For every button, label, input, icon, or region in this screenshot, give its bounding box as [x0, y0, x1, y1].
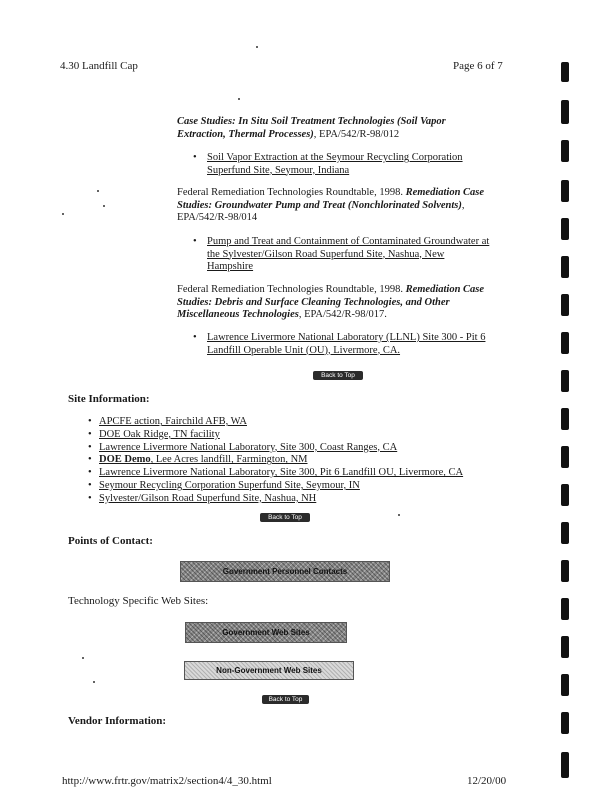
scan-speck	[398, 514, 400, 516]
bullet-icon: •	[88, 428, 92, 440]
bullet-icon: •	[88, 479, 92, 491]
reference-1-item	[193, 152, 493, 177]
list-item[interactable]: • DOE Oak Ridge, TN facility	[88, 428, 220, 440]
scan-edge-mark	[561, 560, 569, 582]
list-item[interactable]: • APCFE action, Fairchild AFB, WA	[88, 416, 247, 427]
scan-edge-mark	[561, 712, 569, 734]
scan-speck	[103, 205, 105, 207]
back-to-top-button[interactable]: Back to Top	[260, 513, 310, 522]
non-government-web-sites-button[interactable]: Non-Government Web Sites	[184, 661, 354, 680]
bullet-icon: •	[88, 467, 92, 479]
reference-1-title: Case Studies: In Situ Soil Treatment Technologies (Soil Vapor Extraction, Thermal Processes)	[177, 116, 446, 140]
reference-3-prefix: Federal Remediation Technologies Roundtable, 1998.	[177, 284, 406, 295]
scan-speck	[62, 213, 64, 215]
scan-edge-mark	[561, 256, 569, 278]
list-item[interactable]: • Sylvester/Gilson Road Superfund Site, Nashua, NH	[88, 492, 317, 504]
reference-2-link[interactable]: Pump and Treat and Containment of Contaminated Groundwater at the Sylvester/Gilson Road Superfund Site, Nashua, New Hampshire	[207, 236, 490, 272]
scan-edge-mark	[561, 100, 569, 124]
bullet-icon: •	[88, 416, 92, 427]
reference-3-title: Remediation Case Studies: Debris and Surface Cleaning Technologies, and Other Miscellaneous Technologies	[177, 284, 485, 320]
page-number: Page 6 of 7	[453, 60, 503, 72]
list-item[interactable]: • DOE Demo, Lee Acres landfill, Farmington, NM	[88, 454, 308, 466]
web-sites-heading: Technology Specific Web Sites:	[68, 595, 209, 607]
reference-2-title: Remediation Case Studies: Groundwater Pump and Treat (Nonchlorinated Solvents)	[177, 187, 485, 211]
scan-speck	[82, 657, 84, 659]
scan-edge-mark	[561, 370, 569, 392]
bullet-icon: •	[88, 441, 92, 453]
footer-date: 12/20/00	[467, 775, 507, 787]
list-item[interactable]: • Lawrence Livermore National Laboratory, Site 300, Coast Ranges, CA	[88, 441, 398, 453]
scan-edge-mark	[561, 484, 569, 506]
reference-1-suffix: , EPA/542/R-98/012	[313, 128, 400, 140]
scan-edge-mark	[561, 636, 569, 658]
site-list	[88, 416, 518, 506]
scan-edge-mark	[561, 446, 569, 468]
reference-2-item	[193, 236, 493, 274]
bullet-icon: •	[88, 492, 92, 504]
list-item[interactable]: • Seymour Recycling Corporation Superfund Site, Seymour, IN	[88, 479, 360, 491]
scan-edge-mark	[561, 62, 569, 82]
reference-2	[177, 187, 497, 225]
reference-2-suffix: , EPA/542/R-98/014	[177, 199, 465, 223]
scan-edge-mark	[561, 218, 569, 240]
reference-3-suffix: , EPA/542/R-98/017.	[298, 309, 387, 320]
scan-speck	[256, 46, 258, 48]
bullet-icon: •	[88, 454, 92, 466]
reference-1-link[interactable]: Soil Vapor Extraction at the Seymour Recycling Corporation Superfund Site, Seymour, Indiana	[207, 152, 463, 176]
scan-edge-mark	[561, 408, 569, 430]
reference-3-link[interactable]: Lawrence Livermore National Laboratory (LLNL) Site 300 - Pit 6 Landfill Operable Unit (OU), Livermore, CA.	[207, 332, 486, 356]
scan-edge-mark	[561, 674, 569, 696]
back-to-top-button[interactable]: Back to Top	[262, 695, 309, 704]
scan-edge-mark	[561, 332, 569, 354]
bullet-icon: •	[193, 236, 197, 247]
scan-edge-mark	[561, 140, 569, 162]
government-contacts-button[interactable]: Government Personnel Contacts	[180, 561, 390, 582]
reference-3-item	[193, 332, 493, 357]
bullet-icon: •	[193, 332, 197, 343]
scan-edge-mark	[561, 294, 569, 316]
bullet-icon: •	[193, 152, 197, 163]
site-information-heading: Site Information:	[68, 393, 150, 405]
scan-edge-mark	[561, 752, 569, 778]
reference-2-prefix: Federal Remediation Technologies Roundtable, 1998.	[177, 187, 406, 198]
scan-edge-mark	[561, 522, 569, 544]
scan-edge-mark	[561, 598, 569, 620]
scan-speck	[97, 190, 99, 192]
back-to-top-button[interactable]: Back to Top	[313, 371, 363, 380]
reference-3	[177, 284, 497, 322]
footer-url: http://www.frtr.gov/matrix2/section4/4_30.html	[62, 775, 272, 787]
scan-edge-mark	[561, 180, 569, 202]
scan-speck	[93, 681, 95, 683]
reference-1	[177, 116, 497, 141]
header-title: 4.30 Landfill Cap	[60, 60, 138, 72]
scan-speck	[238, 98, 240, 100]
points-of-contact-heading: Points of Contact:	[68, 535, 153, 547]
list-item[interactable]: • Lawrence Livermore National Laboratory, Site 300, Pit 6 Landfill OU, Livermore, CA	[88, 467, 464, 479]
vendor-information-heading: Vendor Information:	[68, 715, 167, 727]
government-web-sites-button[interactable]: Government Web Sites	[185, 622, 347, 643]
